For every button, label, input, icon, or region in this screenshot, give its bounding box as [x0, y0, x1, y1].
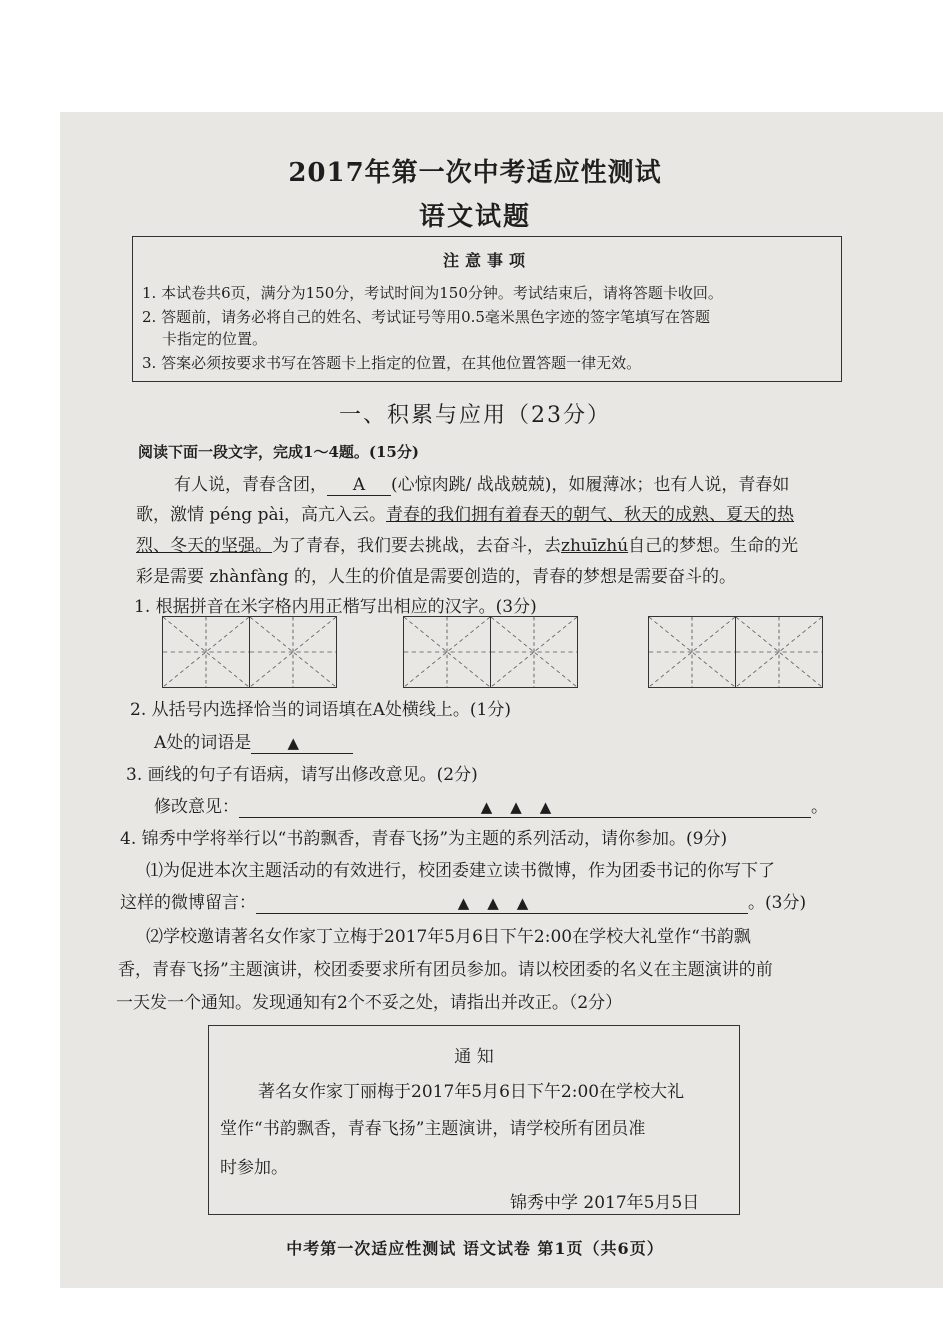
q3-answer-blank[interactable]	[239, 797, 811, 818]
reading-line-1	[174, 470, 789, 496]
answer-mark-icon: ▲▲▲	[457, 894, 547, 912]
section-title: 一、积累与应用（23分）	[339, 403, 611, 428]
reading-text: 自己的梦想。生命的光	[628, 536, 799, 556]
q2-answer-label: A处的词语是	[154, 733, 252, 753]
question-3: 3. 画线的句子有语病，请写出修改意见。(2分)	[126, 765, 478, 785]
reading-text: 为了青春，我们要去挑战，去奋斗，去	[272, 536, 561, 556]
notice-item-2-cont: 卡指定的位置。	[162, 330, 268, 348]
q4-part1-line1: ⑴为促进本次主题活动的有效进行，校团委建立读书微博，作为团委书记的你写下了	[146, 861, 775, 881]
question-4: 4. 锦秀中学将举行以“书韵飘香，青春飞扬”为主题的系列活动，请你参加。(9分)	[120, 829, 728, 849]
q4-part1-blank[interactable]	[256, 893, 748, 914]
mizige-cell[interactable]	[403, 616, 491, 688]
mizige-group-3	[648, 616, 821, 688]
question-2: 2. 从括号内选择恰当的词语填在A处横线上。(1分)	[130, 700, 511, 720]
mizige-group-1	[162, 616, 335, 688]
q4-part2-line2: 香，青春飞扬”主题演讲，校团委要求所有团员参加。请以校团委的名义在主题演讲的前	[118, 960, 773, 980]
exam-subtitle: 语文试题	[418, 202, 531, 232]
q4-part1-label: 这样的微博留言：	[120, 893, 256, 913]
underlined-sentence: 烈、冬天的坚强。	[136, 536, 272, 556]
pinyin-zhuizhu: zhuīzhú	[561, 536, 629, 556]
notice-title: 注意事项	[442, 251, 531, 270]
notice-document-line-2: 堂作“书韵飘香，青春飞扬”主题演讲，请学校所有团员准	[220, 1119, 646, 1139]
mizige-cell[interactable]	[249, 616, 337, 688]
mizige-cell[interactable]	[162, 616, 250, 688]
q2-answer-blank[interactable]	[251, 733, 353, 754]
reading-text: 有人说，青春含团，	[174, 475, 327, 495]
q4-part2-line1: ⑵学校邀请著名女作家丁立梅于2017年5月6日下午2:00在学校大礼堂作“书韵飘	[146, 927, 751, 947]
q2-answer	[154, 728, 353, 754]
exam-title: 2017年第一次中考适应性测试	[288, 158, 662, 188]
answer-mark-icon: ▲	[287, 734, 318, 752]
underlined-sentence: 青春的我们拥有着春天的朝气、秋天的成熟、夏天的热	[386, 505, 795, 525]
notice-item-1: 1. 本试卷共6页，满分为150分，考试时间为150分钟。考试结束后，请将答题卡收回。	[142, 284, 723, 302]
q4-part1-line2	[120, 888, 806, 914]
question-1: 1. 根据拼音在米字格内用正楷写出相应的汉字。(3分)	[134, 597, 537, 617]
q4-part2-line3: 一天发一个通知。发现通知有2个不妥之处，请指出并改正。（2分）	[116, 993, 623, 1013]
mizige-cell[interactable]	[648, 616, 736, 688]
q4-part1-score: 。(3分)	[748, 893, 807, 913]
q3-answer	[154, 792, 828, 818]
blank-a	[327, 475, 391, 496]
notice-item-3: 3. 答案必须按要求书写在答题卡上指定的位置，在其他位置答题一律无效。	[142, 354, 642, 372]
reading-text: (心惊肉跳/ 战战兢兢)，如履薄冰；也有人说，青春如	[391, 475, 790, 495]
mizige-group-2	[403, 616, 576, 688]
reading-line-4: 彩是需要 zhànfàng 的，人生的价值是需要创造的，青春的梦想是需要奋斗的。	[136, 567, 737, 587]
notice-document-line-3: 时参加。	[220, 1158, 288, 1178]
notice-document-signature: 锦秀中学 2017年5月5日	[510, 1193, 700, 1213]
reading-text: 歌，激情 péng pài，高亢入云。	[136, 505, 387, 525]
notice-item-2: 2. 答题前，请务必将自己的姓名、考试证号等用0.5毫米黑色字迹的签字笔填写在答题	[142, 308, 710, 326]
reading-line-2	[136, 500, 794, 525]
mizige-cell[interactable]	[490, 616, 578, 688]
blank-a-label: A	[352, 475, 366, 495]
reading-instruction: 阅读下面一段文字，完成1～4题。(15分)	[138, 443, 419, 461]
q3-period: 。	[811, 797, 828, 817]
answer-mark-icon: ▲▲▲	[480, 798, 570, 816]
q3-answer-label: 修改意见：	[154, 797, 239, 817]
page-footer: 中考第一次适应性测试 语文试卷 第1页（共6页）	[286, 1239, 664, 1258]
reading-line-3	[136, 531, 798, 556]
mizige-cell[interactable]	[735, 616, 823, 688]
notice-document-title: 通 知	[454, 1047, 494, 1067]
notice-document-line-1: 著名女作家丁丽梅于2017年5月6日下午2:00在学校大礼	[258, 1082, 685, 1102]
